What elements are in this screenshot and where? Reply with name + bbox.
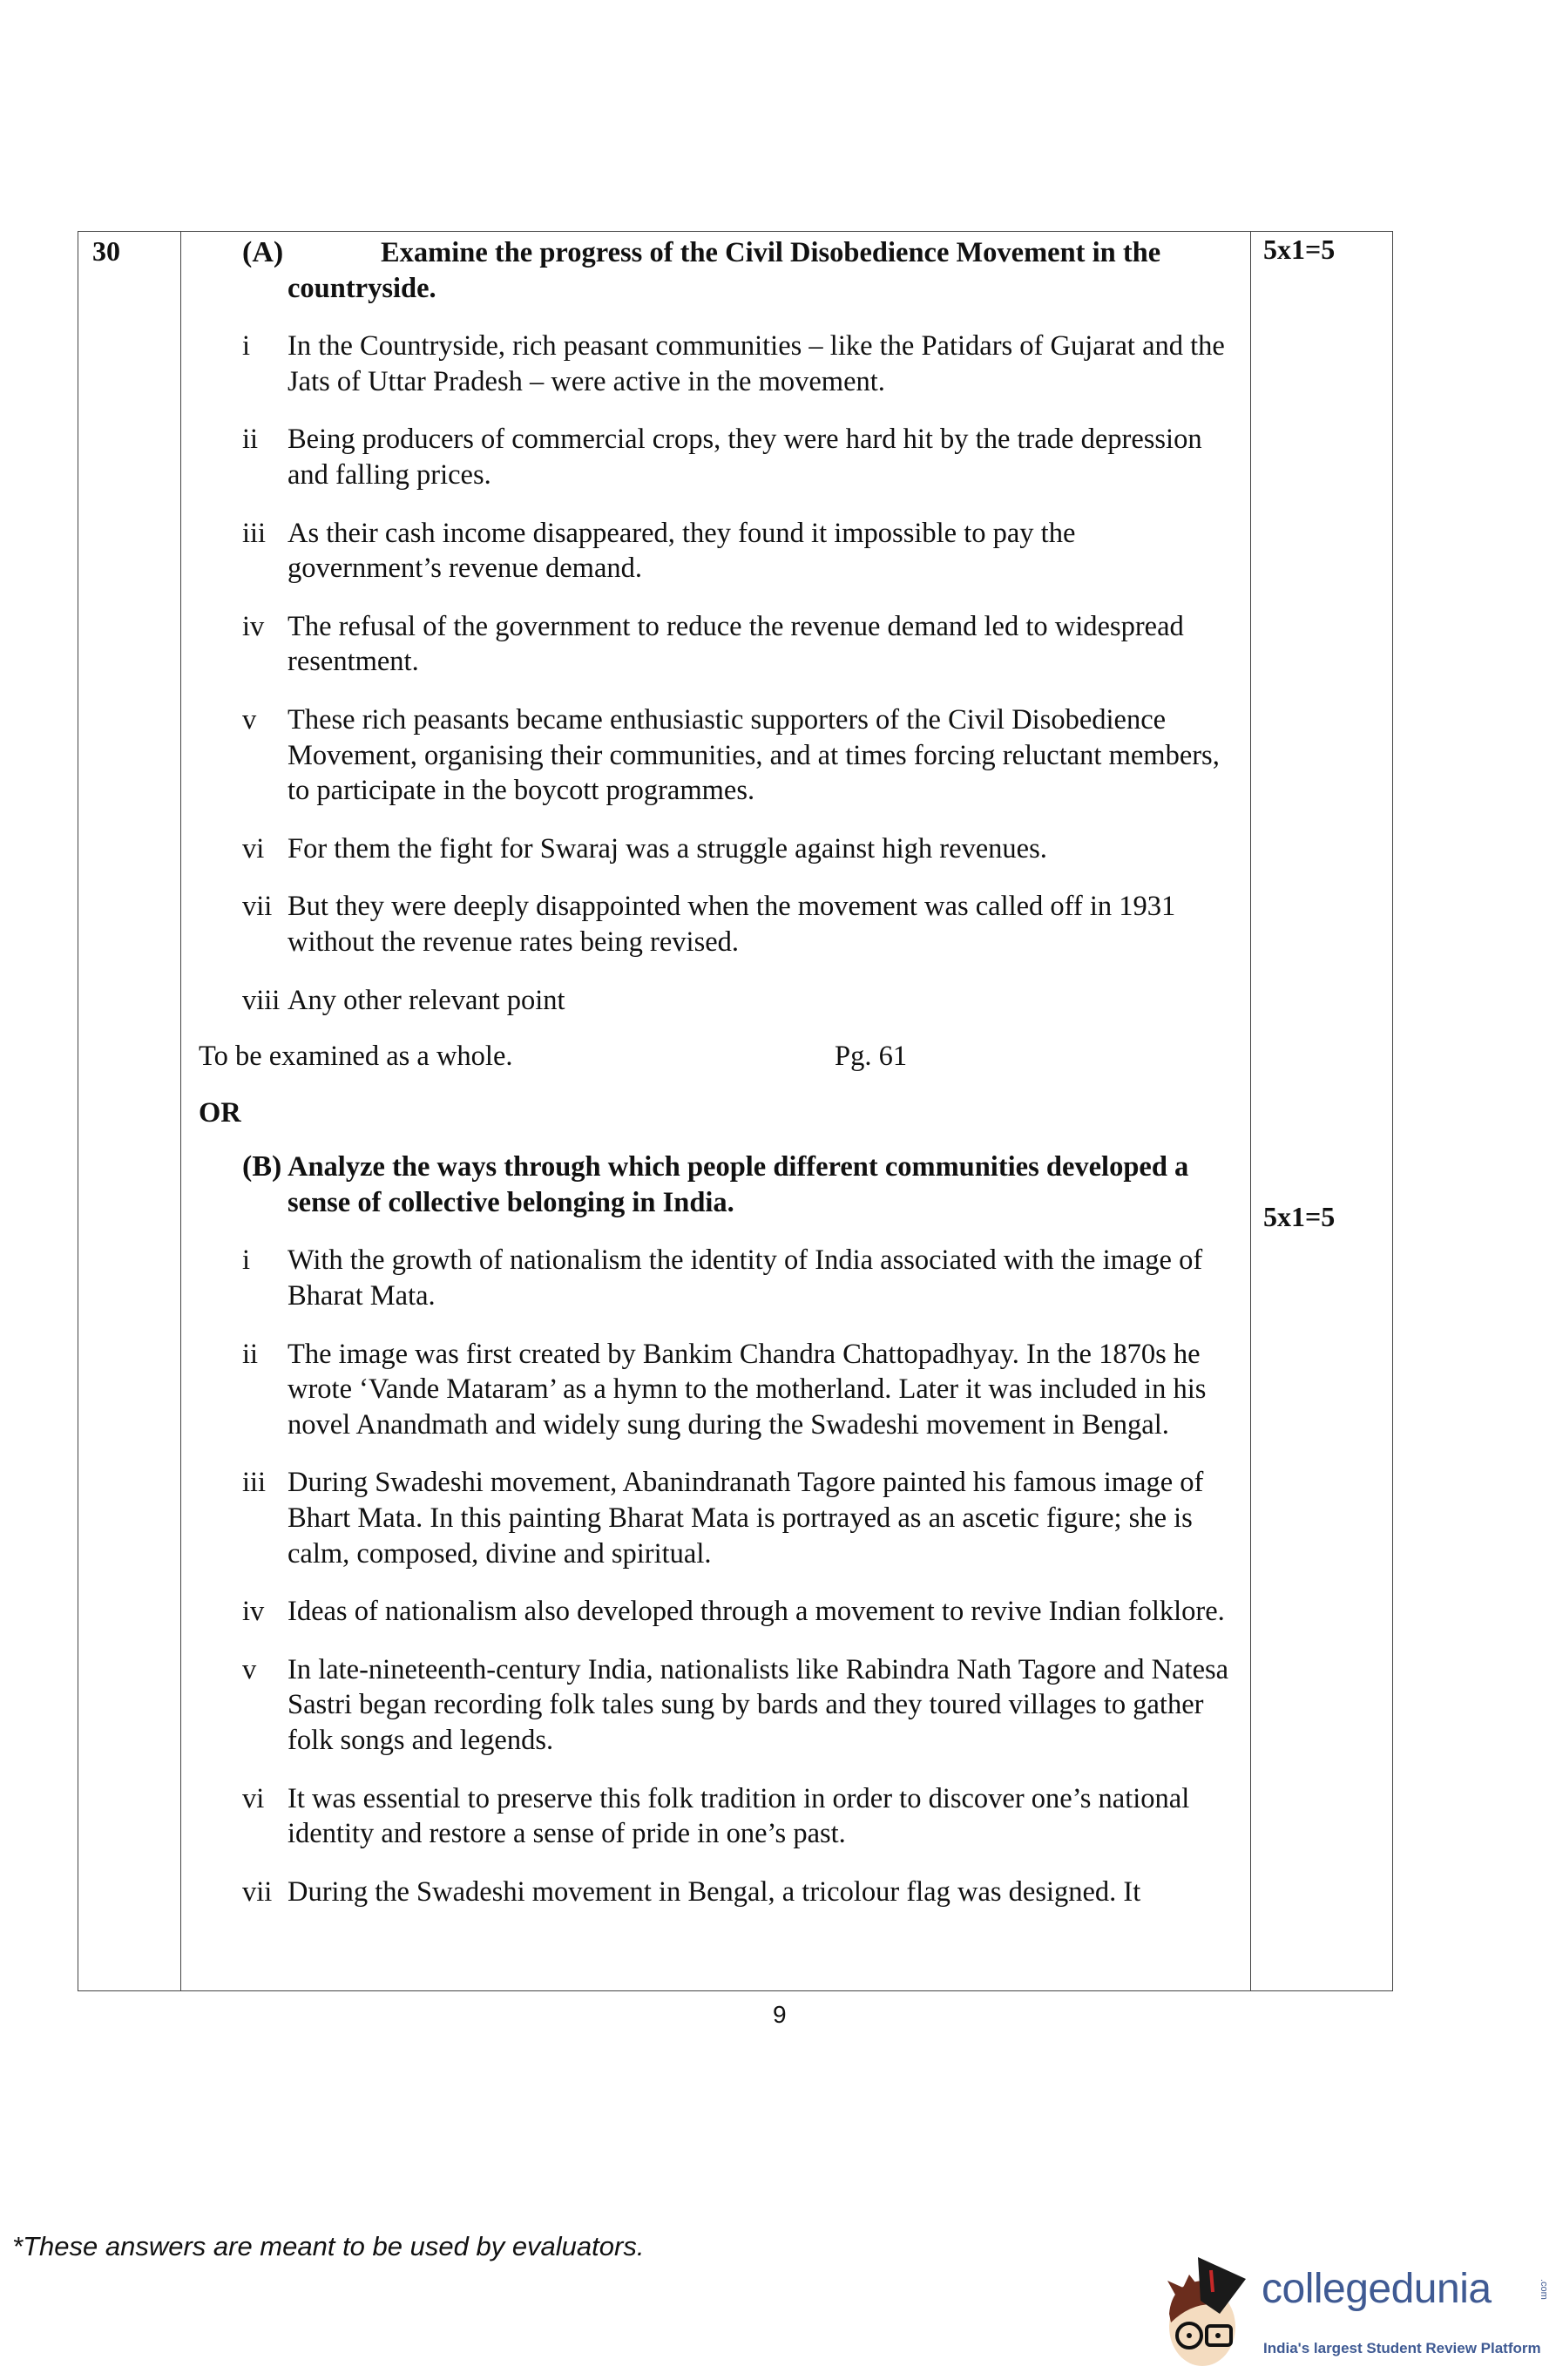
part-b-point bbox=[181, 1875, 1250, 1910]
point-numeral: i bbox=[242, 330, 251, 363]
part-a-point bbox=[181, 983, 1250, 1019]
mascot-icon bbox=[1159, 2253, 1255, 2376]
or-separator: OR bbox=[199, 1096, 241, 1129]
answer-cell bbox=[181, 232, 1250, 1909]
part-b-point bbox=[181, 1594, 1250, 1630]
part-a-title: Examine the progress of the Civil Disobedience Movement in the countryside. bbox=[288, 237, 1161, 304]
part-b-point bbox=[181, 1243, 1250, 1313]
assessment-note-row bbox=[181, 1039, 1250, 1075]
part-a-point bbox=[181, 702, 1250, 809]
point-text: Any other relevant point bbox=[288, 984, 565, 1016]
point-text: These rich peasants became enthusiastic supporters of the Civil Disobedience Movement, organising their communities, and at times forcing reluctant members, to participate in the boycott programmes. bbox=[288, 703, 1220, 807]
logo-brand: collegedunia bbox=[1262, 2266, 1492, 2312]
part-a-point bbox=[181, 609, 1250, 680]
point-text: Ideas of nationalism also developed through a movement to revive Indian folklore. bbox=[288, 1596, 1225, 1628]
marks-cell bbox=[1250, 232, 1392, 1990]
point-numeral: iv bbox=[242, 1596, 265, 1628]
point-text: With the growth of nationalism the identity of India associated with the image of Bharat Mata. bbox=[288, 1244, 1203, 1312]
part-b-title: Analyze the ways through which people different communities developed a sense of collective belonging in India. bbox=[288, 1151, 1189, 1218]
part-a-point bbox=[181, 516, 1250, 587]
point-numeral: vii bbox=[242, 891, 273, 923]
part-a-point bbox=[181, 422, 1250, 492]
answer-table bbox=[78, 231, 1393, 1991]
point-numeral: vii bbox=[242, 1875, 273, 1908]
point-text: As their cash income disappeared, they found it impossible to pay the government’s revenue demand. bbox=[288, 517, 1076, 585]
point-text: In late-nineteenth-century India, nationalists like Rabindra Nath Tagore and Natesa Sastri began recording folk tales sung by bards and they toured villages to gather folk songs and legends. bbox=[288, 1653, 1229, 1756]
point-numeral: v bbox=[242, 1653, 257, 1685]
point-text: During the Swadeshi movement in Bengal, a tricolour flag was designed. It bbox=[288, 1875, 1141, 1908]
point-numeral: viii bbox=[242, 984, 281, 1016]
page-number: 9 bbox=[773, 2001, 787, 2028]
part-a-heading bbox=[181, 235, 1250, 306]
point-text: During Swadeshi movement, Abanindranath Tagore painted his famous image of Bhart Mata. In this painting Bharat Mata is portrayed as an ascetic figure; she is calm, composed, divine and spiritual. bbox=[288, 1467, 1204, 1570]
point-numeral: ii bbox=[242, 424, 259, 456]
point-text: In the Countryside, rich peasant communities – like the Patidars of Gujarat and the Jats of Uttar Pradesh – were active in the movement. bbox=[288, 330, 1225, 397]
part-a-point bbox=[181, 831, 1250, 867]
point-numeral: vi bbox=[242, 832, 265, 865]
logo-domain: .com bbox=[1539, 2279, 1549, 2300]
collegedunia-logo bbox=[1159, 2253, 1556, 2376]
point-numeral: iii bbox=[242, 1467, 267, 1499]
part-b-label: (B) bbox=[242, 1150, 282, 1183]
point-numeral: ii bbox=[242, 1338, 259, 1370]
point-numeral: i bbox=[242, 1244, 251, 1277]
point-numeral: vi bbox=[242, 1782, 265, 1814]
point-text: But they were deeply disappointed when the movement was called off in 1931 without the revenue rates being revised. bbox=[288, 891, 1176, 958]
part-b-heading bbox=[181, 1149, 1250, 1220]
page-reference: Pg. 61 bbox=[835, 1041, 908, 1073]
part-a-point bbox=[181, 329, 1250, 399]
question-number-cell bbox=[78, 232, 181, 1990]
part-b-point bbox=[181, 1465, 1250, 1571]
point-numeral: iv bbox=[242, 610, 265, 642]
part-a-point bbox=[181, 889, 1250, 959]
part-a-label: (A) bbox=[242, 236, 284, 268]
point-text: It was essential to preserve this folk tradition in order to discover one’s national identity and restore a sense of pride in one’s past. bbox=[288, 1782, 1190, 1850]
part-a-marks: 5x1=5 bbox=[1263, 234, 1336, 265]
part-b-point bbox=[181, 1652, 1250, 1759]
assessment-note: To be examined as a whole. bbox=[199, 1041, 513, 1073]
part-b-point bbox=[181, 1337, 1250, 1443]
point-text: Being producers of commercial crops, they were hard hit by the trade depression and falling prices. bbox=[288, 424, 1202, 491]
footer-note: *These answers are meant to be used by evaluators. bbox=[12, 2231, 645, 2261]
point-text: The refusal of the government to reduce the revenue demand led to widespread resentment. bbox=[288, 610, 1184, 678]
part-b-marks: 5x1=5 bbox=[1263, 1201, 1336, 1232]
point-text: For them the fight for Swaraj was a struggle against high revenues. bbox=[288, 832, 1047, 865]
point-text: The image was first created by Bankim Chandra Chattopadhyay. In the 1870s he wrote ‘Vande Mataram’ as a hymn to the motherland. Later it was included in his novel Anandmath and widely sung during the Swadeshi movement in Bengal. bbox=[288, 1338, 1207, 1441]
point-numeral: iii bbox=[242, 517, 267, 549]
question-number: 30 bbox=[92, 235, 120, 267]
part-b-point bbox=[181, 1781, 1250, 1852]
point-numeral: v bbox=[242, 703, 257, 736]
logo-tagline: India's largest Student Review Platform bbox=[1263, 2340, 1541, 2356]
